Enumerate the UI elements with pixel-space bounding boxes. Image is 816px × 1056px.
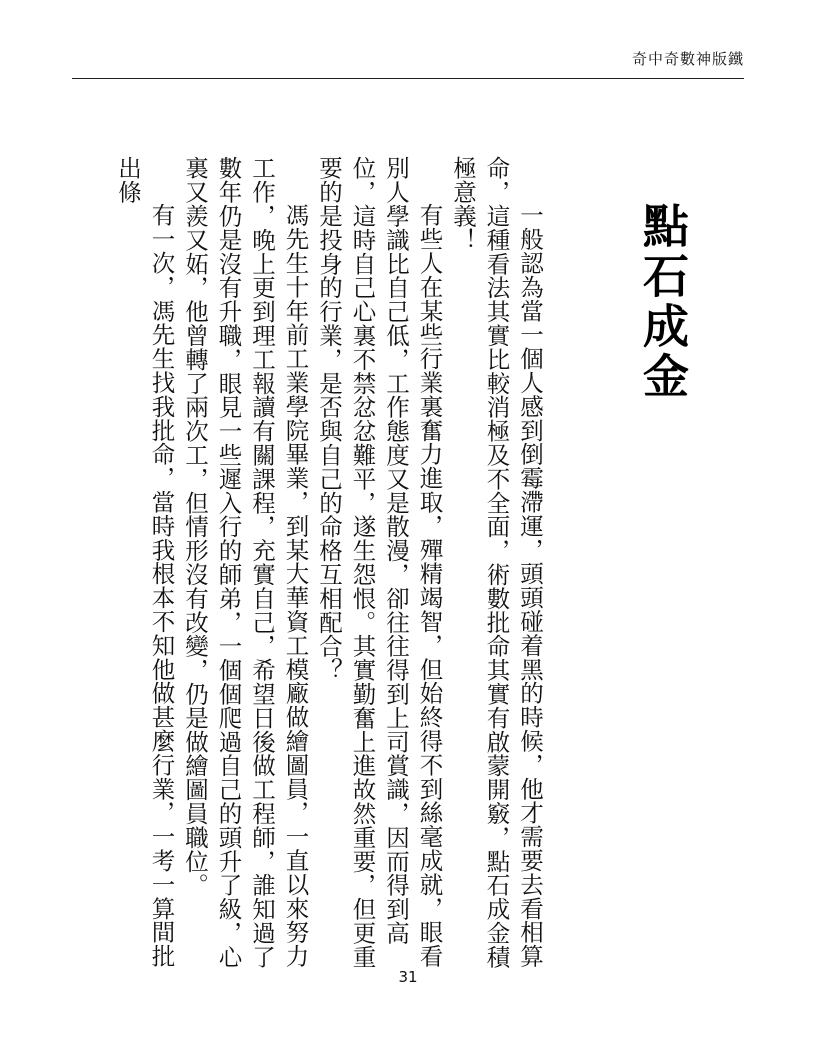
paragraph-4: 有一次，馮先生找我批命，當時我根本不知他做甚麼行業，一考一算間批出條 — [114, 156, 176, 968]
header-divider — [72, 78, 744, 79]
paragraph-1: 一般認為當一個人感到倒霉滯運，頭頭碰着黑的時候，他才需要去看相算命，這種看法其實比較消極及不全面，術數批命其實有啟蒙開竅，點石成金積極意義！ — [449, 156, 544, 969]
page-number: 31 — [398, 968, 418, 986]
book-title: 奇中奇數神版鐵 — [631, 50, 744, 68]
paragraph-2: 有些人在某些行業裏奮力進取，殫精竭智，但始終得不到絲毫成就，眼看別人學識比自己低，工作態度又是散漫，卻往往得到上司賞識，因而得到高位，這時自己心裏不禁忿忿難平，遂生怨恨。其實勤奮上進故然重要，但更重要的是投身的行業，是否與自己的命格互相配合？ — [315, 156, 444, 969]
paragraph-3: 馮先生十年前工業學院畢業，到某大華資工模廠做繪圖員，一直以來努力工作，晚上更到理工報讀有關課程，充實自己，希望日後做工程師，誰知過了數年仍是沒有升職，眼見一些遲入行的師弟，一個個爬過自己的頭升了級，心裏又羨又妬，他曾轉了兩次工，但情形沒有改變，仍是做繪圖員職位。 — [181, 156, 310, 969]
body-text — [111, 156, 547, 976]
chapter-title: 點石成金 — [636, 202, 690, 402]
